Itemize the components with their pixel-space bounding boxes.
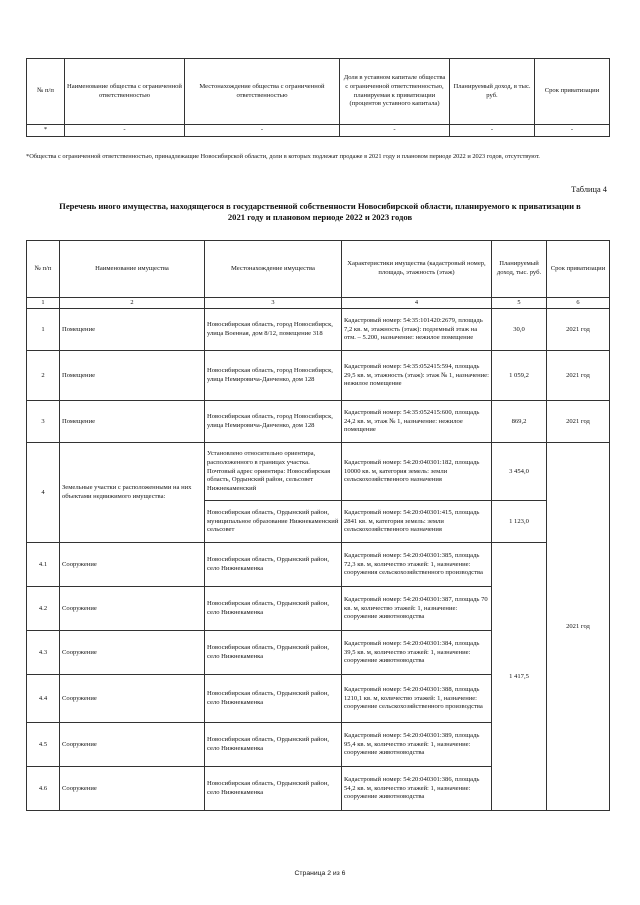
table-row xyxy=(27,543,610,587)
property-location: Установлено относительно ориентира, расположенного в границах участка. Почтовый адрес ориентира: Новосибирская область, Ордынский район, сельсовет Нижнекаменский xyxy=(205,443,342,501)
property-characteristics: Кадастровый номер: 54:20:040301:388, площадь 1210,1 кв. м, количество этажей: 1, назначение: сооружение сельскохозяйственного производства xyxy=(342,675,492,723)
header-cell: № п/п xyxy=(27,59,65,125)
header-cell: Характеристики имущества (кадастровый номер, площадь, этажность (этаж) xyxy=(342,241,492,298)
table-cell: - xyxy=(535,125,610,137)
row-number: 4 xyxy=(27,443,60,543)
column-number: 2 xyxy=(60,298,205,309)
planned-income: 1 059,2 xyxy=(492,351,547,401)
row-number: 4.6 xyxy=(27,767,60,811)
column-number: 4 xyxy=(342,298,492,309)
planned-income: 3 454,0 xyxy=(492,443,547,501)
property-location: Новосибирская область, Ордынский район, село Нижнекаменка xyxy=(205,767,342,811)
planned-income: 869,2 xyxy=(492,401,547,443)
property-name: Сооружение xyxy=(60,543,205,587)
table-cell: * xyxy=(27,125,65,137)
property-location: Новосибирская область, город Новосибирск, улица Немировича-Данченко, дом 128 xyxy=(205,401,342,443)
planned-income: 1 123,0 xyxy=(492,501,547,543)
header-cell: Доля в уставном капитале общества с ограниченной ответственностью, планируемая к приватизации (процентов уставного капитала) xyxy=(340,59,450,125)
property-location: Новосибирская область, Ордынский район, муниципальное образование Нижнекаменский сельсовет xyxy=(205,501,342,543)
column-number: 1 xyxy=(27,298,60,309)
property-location: Новосибирская область, Ордынский район, село Нижнекаменка xyxy=(205,587,342,631)
property-characteristics: Кадастровый номер: 54:20:040301:389, площадь 95,4 кв. м, количество этажей: 1, назначение: сооружение животноводства xyxy=(342,723,492,767)
privatization-term: 2021 год xyxy=(547,351,610,401)
property-name: Помещение xyxy=(60,401,205,443)
header-cell: Местонахождение общества с ограниченной ответственностью xyxy=(185,59,340,125)
property-characteristics: Кадастровый номер: 54:35:052415:594, площадь 29,5 кв. м, этажность (этаж): этаж № 1, назначение: нежилое помещение xyxy=(342,351,492,401)
property-location: Новосибирская область, город Новосибирск, улица Немировича-Данченко, дом 128 xyxy=(205,351,342,401)
table-row xyxy=(27,443,610,501)
table-cell: - xyxy=(340,125,450,137)
property-characteristics: Кадастровый номер: 54:35:052415:600, площадь 24,2 кв. м, этаж № 1, назначение: нежилое помещение xyxy=(342,401,492,443)
header-cell: Наименование общества с ограниченной ответственностью xyxy=(65,59,185,125)
row-number: 4.1 xyxy=(27,543,60,587)
header-cell: Планируемый доход, тыс. руб. xyxy=(492,241,547,298)
table-cell: - xyxy=(450,125,535,137)
row-number: 4.3 xyxy=(27,631,60,675)
privatization-term: 2021 год xyxy=(547,401,610,443)
header-cell: № п/п xyxy=(27,241,60,298)
footnote: *Общества с ограниченной ответственностью, принадлежащие Новосибирской области, доли в которых подлежат продаже в 2021 году и плановом периоде 2022 и 2023 годов, отсутствуют. xyxy=(26,153,540,160)
table-header-row xyxy=(27,59,610,125)
column-number-row xyxy=(27,298,610,309)
table-heading: Перечень иного имущества, находящегося в государственной собственности Новосибирской области, планируемого к приватизации в 2021 году и плановом периоде 2022 и 2023 годов xyxy=(59,201,581,223)
table-row xyxy=(27,401,610,443)
planned-income: 30,0 xyxy=(492,309,547,351)
property-name: Помещение xyxy=(60,351,205,401)
row-number: 4.5 xyxy=(27,723,60,767)
column-number: 3 xyxy=(205,298,342,309)
property-location: Новосибирская область, город Новосибирск, улица Военная, дом 8/12, помещение 318 xyxy=(205,309,342,351)
planned-income: 1 417,5 xyxy=(492,543,547,811)
property-characteristics: Кадастровый номер: 54:35:101420:2679, площадь 7,2 кв. м, этажность (этаж): подземный этаж на отм. – 5.200, назначение: нежилое помещение xyxy=(342,309,492,351)
property-characteristics: Кадастровый номер: 54:20:040301:387, площадь 70 кв. м, количество этажей: 1, назначение: сооружение животноводства xyxy=(342,587,492,631)
property-characteristics: Кадастровый номер: 54:20:040301:384, площадь 39,5 кв. м, количество этажей: 1, назначение: сооружение животноводства xyxy=(342,631,492,675)
property-characteristics: Кадастровый номер: 54:20:040301:385, площадь 72,3 кв. м, количество этажей: 1, назначение: сооружения сельскохозяйственного производства xyxy=(342,543,492,587)
table-cell: - xyxy=(185,125,340,137)
row-number: 4.2 xyxy=(27,587,60,631)
column-number: 6 xyxy=(547,298,610,309)
property-characteristics: Кадастровый номер: 54:20:040301:386, площадь 54,2 кв. м, количество этажей: 1, назначение: сооружение животноводства xyxy=(342,767,492,811)
row-number: 4.4 xyxy=(27,675,60,723)
row-number: 2 xyxy=(27,351,60,401)
other-property-table xyxy=(26,240,610,811)
table-row xyxy=(27,351,610,401)
llc-shares-table xyxy=(26,58,610,137)
page-number: Страница 2 из 6 xyxy=(294,870,346,877)
property-name: Сооружение xyxy=(60,723,205,767)
property-name: Сооружение xyxy=(60,631,205,675)
property-name: Сооружение xyxy=(60,767,205,811)
property-name: Земельные участки с расположенными на них объектами недвижимого имущества: xyxy=(60,443,205,543)
column-number: 5 xyxy=(492,298,547,309)
table-header-row xyxy=(27,241,610,298)
header-cell: Местонахождение имущества xyxy=(205,241,342,298)
table-row xyxy=(27,309,610,351)
table-row xyxy=(27,125,610,137)
header-cell: Срок приватизации xyxy=(535,59,610,125)
row-number: 3 xyxy=(27,401,60,443)
header-cell: Наименование имущества xyxy=(60,241,205,298)
table-label: Таблица 4 xyxy=(571,185,607,194)
property-name: Сооружение xyxy=(60,587,205,631)
property-location: Новосибирская область, Ордынский район, село Нижнекаменка xyxy=(205,723,342,767)
header-cell: Планируемый доход, в тыс. руб. xyxy=(450,59,535,125)
table-cell: - xyxy=(65,125,185,137)
privatization-term: 2021 год xyxy=(547,309,610,351)
privatization-term: 2021 год xyxy=(547,443,610,811)
property-name: Помещение xyxy=(60,309,205,351)
header-cell: Срок приватизации xyxy=(547,241,610,298)
property-characteristics: Кадастровый номер: 54:20:040301:182, площадь 10000 кв. м, категория земель: земли сельскохозяйственного назначения xyxy=(342,443,492,501)
property-location: Новосибирская область, Ордынский район, село Нижнекаменка xyxy=(205,543,342,587)
row-number: 1 xyxy=(27,309,60,351)
property-name: Сооружение xyxy=(60,675,205,723)
property-characteristics: Кадастровый номер: 54:20:040301:415, площадь 2841 кв. м, категория земель: земли сельскохозяйственного назначения xyxy=(342,501,492,543)
property-location: Новосибирская область, Ордынский район, село Нижнекаменка xyxy=(205,675,342,723)
property-location: Новосибирская область, Ордынский район, село Нижнекаменка xyxy=(205,631,342,675)
